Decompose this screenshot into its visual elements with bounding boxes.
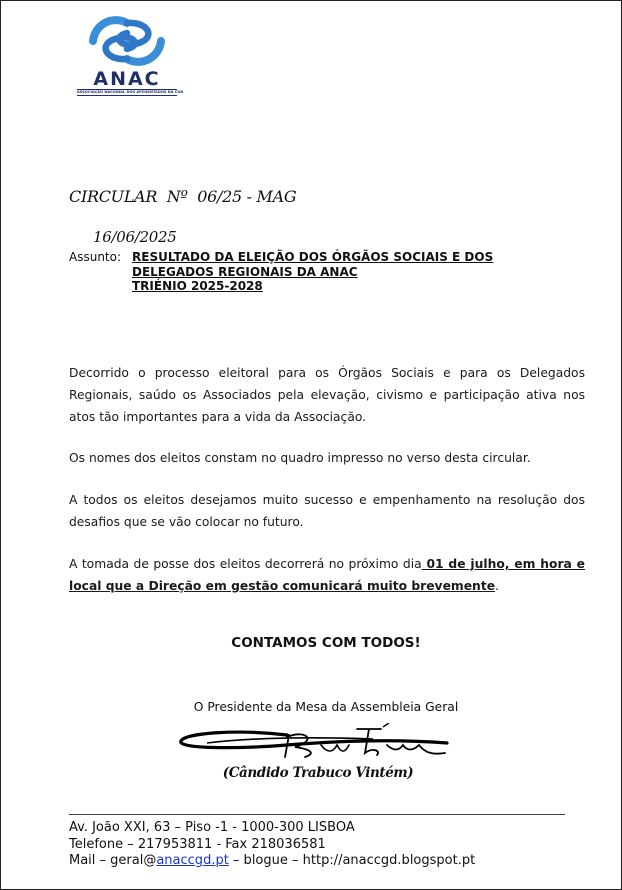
footer-mail	[69, 853, 475, 870]
paragraph-elected-names: Os nomes dos eleitos constam no quadro impresso no verso desta circular.	[69, 451, 531, 465]
logo-subtitle: ASSOCIAÇÃO NACIONAL DOS APOSENTADOS DA CGD	[77, 90, 184, 94]
signer-name: (Cândido Trabuco Vintém)	[222, 765, 414, 781]
paragraph-inauguration	[69, 553, 585, 597]
subject-text	[132, 250, 493, 294]
circular-date: 16/06/2025	[93, 228, 177, 246]
signatory-title: O Presidente da Mesa da Assembleia Geral	[193, 700, 459, 714]
logo-name: ANAC	[93, 68, 161, 90]
footer-phone: Telefone – 217953811 - Fax 218036581	[69, 836, 326, 852]
subject-line: RESULTADO DA ELEIÇÃO DOS ÓRGÃOS SOCIAIS E DOS	[132, 250, 494, 264]
circular-number: CIRCULAR Nº 06/25 - MAG	[69, 187, 297, 206]
footer-mail-suffix: – blogue – http://anaccgd.blogspot.pt	[228, 853, 476, 868]
handwritten-signature	[177, 723, 452, 767]
footer-mail-prefix: Mail – geral@	[69, 853, 157, 868]
subject-label: Assunto:	[69, 250, 122, 264]
footer-contacts	[69, 820, 475, 870]
inauguration-emphasis: 01 de julho, em hora e local que a Direção em gestão comunicará muito brevemente	[69, 557, 585, 593]
inauguration-text: A tomada de posse dos eleitos decorrerá no próximo dia	[69, 557, 422, 571]
footer-divider	[69, 814, 565, 815]
subject-line: DELEGADOS REGIONAIS DA ANAC	[132, 264, 358, 279]
inauguration-end: .	[495, 579, 499, 593]
footer-mail-link[interactable]: anaccgd.pt	[156, 853, 229, 868]
footer-address: Av. João XXI, 63 – Piso -1 - 1000-300 LISBOA	[69, 820, 355, 835]
anac-logo	[77, 11, 184, 95]
subject-line: TRIÉNIO 2025-2028	[132, 279, 263, 293]
paragraph-electoral-process: Decorrido o processo eleitoral para os Órgãos Sociais e para os Delegados Regionais, saúdo os Associados pela elevação, civismo e participação ativa nos atos tão importantes para a vida da Associação.	[69, 366, 585, 424]
closing-slogan: CONTAMOS COM TODOS!	[231, 635, 421, 651]
anac-logo-emblem-icon	[77, 11, 177, 71]
paragraph-wishes: A todos os eleitos desejamos muito sucesso e empenhamento na resolução dos desafios que se vão colocar no futuro.	[69, 493, 585, 529]
